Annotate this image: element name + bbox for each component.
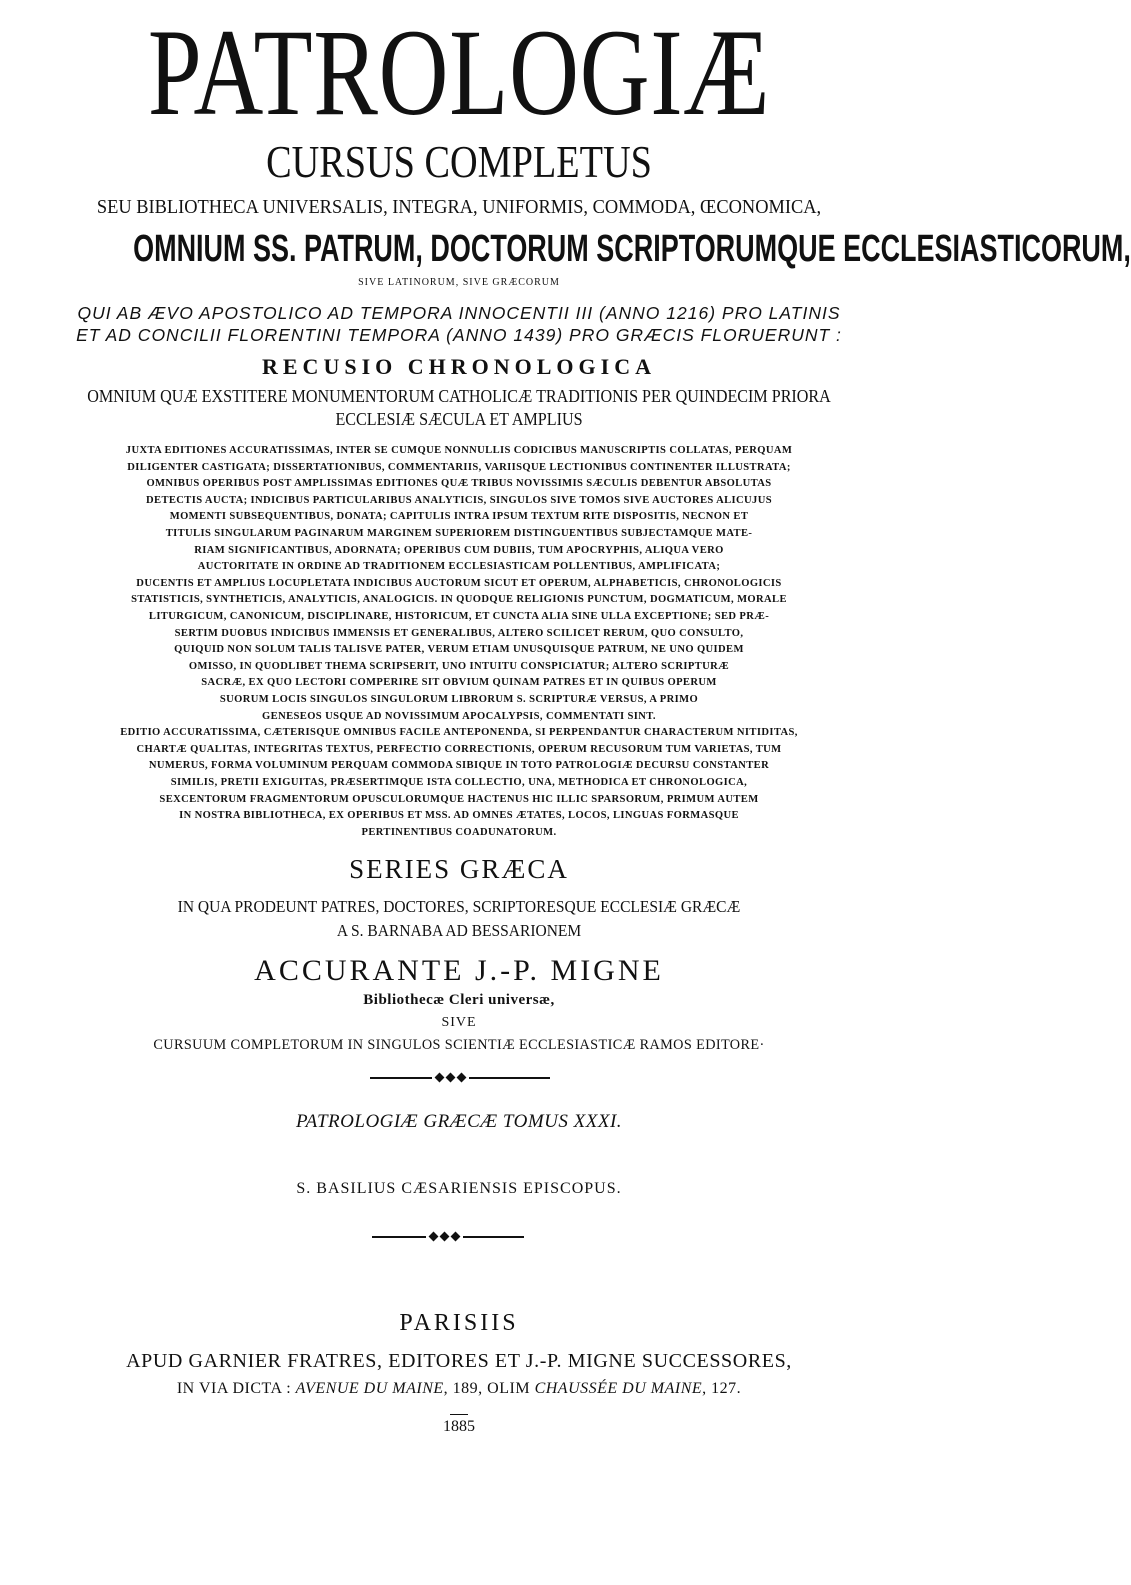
body-line: EDITIO ACCURATISSIMA, CÆTERISQUE OMNIBUS FACILE ANTEPONENDA, SI PERPENDANTUR CHARACTERUM NITIDITAS, <box>120 726 798 739</box>
year-rule <box>450 1414 468 1415</box>
address-suffix: , 127. <box>702 1380 742 1397</box>
body-line: DUCENTIS ET AMPLIUS LOCUPLETATA INDICIBUS AUCTORUM SICUT ET OPERUM, ALPHABETICIS, CHRONOLOGICIS <box>136 576 782 589</box>
qui-line-1: QUI AB ÆVO APOSTOLICO AD TEMPORA INNOCENTII III (ANNO 1216) PRO LATINIS <box>77 303 841 323</box>
body-line: SEXCENTORUM FRAGMENTORUM OPUSCULORUMQUE HACTENUS HIC ILLIC SPARSORUM, PRIMUM AUTEM <box>159 792 759 805</box>
body-line: NUMERUS, FORMA VOLUMINUM PERQUAM COMMODA SIBIQUE IN TOTO PATROLOGIÆ DECURSU CONSTANTER <box>148 759 770 772</box>
bibliothecae-line: Bibliothecæ Cleri universæ, <box>363 992 555 1008</box>
omnium-line: OMNIUM SS. PATRUM, DOCTORUM SCRIPTORUMQUE ECCLESIASTICORUM, <box>133 228 1131 270</box>
publisher-line: APUD GARNIER FRATRES, EDITORES ET J.-P. MIGNE SUCCESSORES, <box>126 1350 792 1372</box>
description-line: SEU BIBLIOTHECA UNIVERSALIS, INTEGRA, UNIFORMIS, COMMODA, ŒCONOMICA, <box>96 196 822 218</box>
ornament-divider <box>370 1073 550 1083</box>
address-prefix: IN VIA DICTA : <box>176 1380 296 1397</box>
subtitle: CURSUS COMPLETUS <box>266 137 652 187</box>
street-avenue: AVENUE DU MAINE <box>295 1380 444 1397</box>
body-line: JUXTA EDITIONES ACCURATISSIMAS, INTER SE CUMQUE NONNULLIS CODICIBUS MANUSCRIPTIS COLLATAS, PERQUAM <box>125 444 793 456</box>
ornament-divider <box>372 1232 524 1242</box>
body-line: SUORUM LOCIS SINGULOS SINGULORUM LIBRORUM S. SCRIPTURÆ VERSUS, A PRIMO <box>219 693 699 705</box>
omnium-quae-line-1: OMNIUM QUÆ EXSTITERE MONUMENTORUM CATHOLICÆ TRADITIONIS PER QUINDECIM PRIORA <box>87 386 831 406</box>
body-line: MOMENTI SUBSEQUENTIBUS, DONATA; CAPITULIS INTRA IPSUM TEXTUM RITE DISPOSITIS, NECNON ET <box>169 510 749 523</box>
body-line: OMNIBUS OPERIBUS POST AMPLISSIMAS EDITIONES QUÆ TRIBUS NOVISSIMIS SÆCULIS DEBENTUR ABSOLUTAS <box>146 477 772 490</box>
body-line: DETECTIS AUCTA; INDICIBUS PARTICULARIBUS ANALYTICIS, SINGULOS SIVE TOMOS SIVE AUCTORES ALICUJUS <box>146 493 772 506</box>
prodeunt-line-2: A S. BARNABA AD BESSARIONEM <box>336 921 582 940</box>
prodeunt-line-1: IN QUA PRODEUNT PATRES, DOCTORES, SCRIPTORESQUE ECCLESIÆ GRÆCÆ <box>177 897 741 916</box>
qui-line-2: ET AD CONCILII FLORENTINI TEMPORA (ANNO 1439) PRO GRÆCIS FLORUERUNT : <box>76 325 842 345</box>
address-line <box>0 1380 918 1398</box>
body-line: PERTINENTIBUS COADUNATORUM. <box>361 825 557 838</box>
cursuum-line: CURSUUM COMPLETORUM IN SINGULOS SCIENTIÆ ECCLESIASTICÆ RAMOS EDITORE· <box>153 1037 765 1053</box>
body-line: QUIQUID NON SOLUM TALIS TALISVE PATER, VERUM ETIAM UNUSQUISQUE PATRUM, NE UNO QUIDEM <box>174 643 744 656</box>
body-line: GENESEOS USQUE AD NOVISSIMUM APOCALYPSIS, COMMENTATI SINT. <box>262 709 656 722</box>
body-line: SACRÆ, EX QUO LECTORI COMPERIRE SIT OBVIUM QUINAM PATRES ET IN QUIBUS OPERUM <box>201 676 717 689</box>
body-line: IN NOSTRA BIBLIOTHECA, EX OPERIBUS ET MSS. AD OMNES ÆTATES, LOCOS, LINGUAS FORMASQUE <box>179 809 739 822</box>
sive-connector: SIVE <box>441 1015 477 1030</box>
main-title: PATROLOGIÆ <box>147 4 771 141</box>
body-line: SERTIM DUOBUS INDICIBUS IMMENSIS ET GENERALIBUS, ALTERO SCILICET RERUM, QUO CONSULTO, <box>174 626 744 639</box>
place-of-publication: PARISIIS <box>399 1310 519 1336</box>
series-heading: SERIES GRÆCA <box>349 854 569 884</box>
body-line: SIMILIS, PRETII EXIGUITAS, PRÆSERTIMQUE ISTA COLLECTIO, UNA, METHODICA ET CHRONOLOGICA, <box>170 776 748 788</box>
body-line: TITULIS SINGULARUM PAGINARUM MARGINEM SUPERIOREM DISTINGUENTIBUS SUBJECTAMQUE MATE- <box>165 527 753 539</box>
body-line: LITURGICUM, CANONICUM, DISCIPLINARE, HISTORICUM, ET CUNCTA ALIA SINE ULLA EXCEPTIONE; SED PRÆ- <box>148 610 770 622</box>
body-line: STATISTICIS, SYNTHETICIS, ANALYTICIS, ANALOGICIS. IN QUODQUE RELIGIONIS PUNCTUM, DOGMATICUM, MORALE <box>131 593 787 606</box>
author-line: S. BASILIUS CÆSARIENSIS EPISCOPUS. <box>296 1180 622 1197</box>
omnium-quae-line-2: ECCLESIÆ SÆCULA ET AMPLIUS <box>335 409 583 429</box>
body-line: CHARTÆ QUALITAS, INTEGRITAS TEXTUS, PERFECTIO CORRECTIONIS, OPERUM RECUSORUM TUM VARIETAS, TUM <box>136 742 782 755</box>
editor-line: ACCURANTE J.-P. MIGNE <box>254 954 664 987</box>
publication-year: 1885 <box>443 1418 475 1435</box>
address-mid: , 189, OLIM <box>443 1380 535 1397</box>
body-line: DILIGENTER CASTIGATA; DISSERTATIONIBUS, COMMENTARIIS, VARIISQUE LECTIONIBUS CONTINENTER ILLUSTRATA; <box>127 460 791 473</box>
recusio-heading: RECUSIO CHRONOLOGICA <box>262 354 656 379</box>
sive-line: SIVE LATINORUM, SIVE GRÆCORUM <box>358 277 560 288</box>
body-line: AUCTORITATE IN ORDINE AD TRADITIONEM ECCLESIASTICAM POLLENTIBUS, AMPLIFICATA; <box>197 560 721 573</box>
body-line: OMISSO, IN QUODLIBET THEMA SCRIPSERIT, UNO INTUITU CONSPICIATUR; ALTERO SCRIPTURÆ <box>188 659 730 672</box>
volume-title: PATROLOGIÆ GRÆCÆ TOMUS XXXI. <box>295 1111 623 1132</box>
street-chaussee: CHAUSSÉE DU MAINE <box>534 1380 703 1397</box>
body-line: RIAM SIGNIFICANTIBUS, ADORNATA; OPERIBUS CUM DUBIIS, TUM APOCRYPHIS, ALIQUA VERO <box>194 543 724 556</box>
